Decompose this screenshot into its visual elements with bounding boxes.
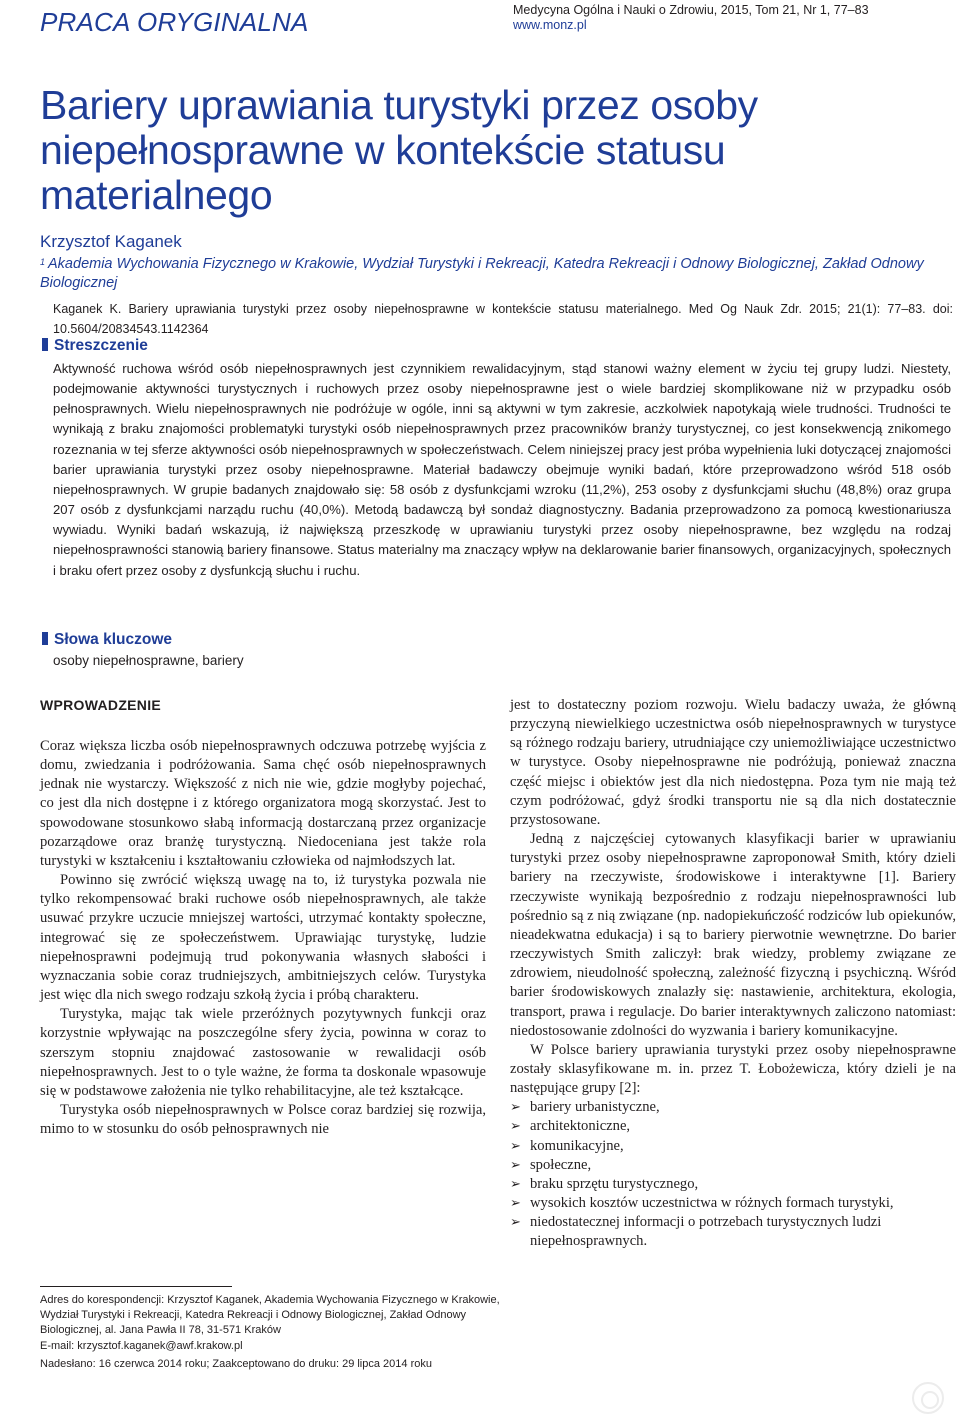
paragraph: Powinno się zwrócić większą uwagę na to, iż turystyka pozwala nie tylko rekompensować braki ruchowe osób niepełnosprawnych, ale także usuwać przykre uczucie mniejszej wartości, utrzymać kontakty społeczne, integrować się ze społeczeństwem. Uprawiając turystykę, ludzie niepełnosprawni podejmują trud pokonywania własnych słabości i wyznaczania sobie coraz trudniejszych, ambitniejszych celów. Turystyka jest więc dla nich swego rodzaju szkołą życia i próbą charakteru. xyxy=(40,872,486,1004)
arrow-bullet-icon: ➢ xyxy=(510,1119,521,1135)
article-title: Bariery uprawiania turystyki przez osoby niepełnosprawne w kontekście statusu materialnego xyxy=(40,82,758,218)
arrow-bullet-icon: ➢ xyxy=(510,1215,521,1231)
paragraph: Turystyka, mając tak wiele przeróżnych pozytywnych funkcji oraz korzystnie wpływając na poszczególne sfery życia, powinna w coraz to szerszym stopniu znajdować zastosowanie w rewalidacji osób niepełnosprawnych. Jest to o tyle ważne, że forma ta doskonale wpasowuje się w podstawowe założenia nie tylko rehabilitacyjne, ale też kształcące. xyxy=(40,1006,486,1099)
arrow-bullet-icon: ➢ xyxy=(510,1196,521,1212)
list-item xyxy=(510,1117,956,1136)
list-item xyxy=(510,1175,956,1194)
paragraph: Turystyka osób niepełnosprawnych w Polsce coraz bardziej się rozwija, mimo to w stosunku do osób pełnosprawnych nie xyxy=(40,1101,486,1138)
journal-citation: Medycyna Ogólna i Nauki o Zdrowiu, 2015, Tom 21, Nr 1, 77–83 xyxy=(513,3,869,17)
barrier-list xyxy=(510,1098,956,1251)
list-item xyxy=(510,1194,956,1213)
keywords-heading-text: Słowa kluczowe xyxy=(54,631,173,648)
list-item-text: bariery urbanistyczne, xyxy=(530,1099,660,1116)
footnote-divider xyxy=(40,1286,232,1287)
paragraph: W Polsce bariery uprawiania turystyki przez osoby niepełnosprawne zostały sklasyfikowane m. in. przez T. Łobożewicza, który dzieli je na następujące grupy [2]: xyxy=(510,1041,956,1097)
list-item xyxy=(510,1213,956,1251)
arrow-bullet-icon: ➢ xyxy=(510,1100,521,1116)
keywords-heading xyxy=(42,631,172,649)
correspondence-note xyxy=(40,1293,500,1354)
affiliation-marker: 1 xyxy=(40,257,46,267)
list-item-text: niedostatecznej informacji o potrzebach turystycznych ludzi niepełnosprawnych. xyxy=(530,1214,882,1250)
list-item-text: komunikacyjne, xyxy=(530,1137,624,1154)
list-item-text: braku sprzętu turystycznego, xyxy=(530,1175,699,1192)
list-item-text: wysokich kosztów uczestnictwa w różnych formach turystyki, xyxy=(530,1195,894,1212)
arrow-bullet-icon: ➢ xyxy=(510,1138,521,1154)
list-item-text: architektoniczne, xyxy=(530,1118,631,1135)
left-column xyxy=(40,737,486,1139)
affiliation-text: Akademia Wychowania Fizycznego w Krakowie, Wydział Turystyki i Rekreacji, Katedra Rekreacji i Odnowy Biologicznej, Zakład Odnowy Biologicznej xyxy=(40,256,924,291)
section-tag: PRACA ORYGINALNA xyxy=(40,7,309,37)
journal-info xyxy=(513,3,953,33)
journal-url[interactable]: www.monz.pl xyxy=(513,18,587,32)
right-column xyxy=(510,696,956,1252)
paragraph: Coraz większa liczba osób niepełnosprawnych odczuwa potrzebę wyjścia z domu, zwiedzania i podróżowania. Sama chęć osób niepełnosprawnych jednak nie wystarczy. Większość z nich nie wie, gdzie mogłyby pojechać, co jest dla nich dostępne i z którego organizatora mogą skorzystać. Jest to spowodowane stosunkowo słabą informacją dostarczaną przez organizacje pozarządowe oraz branżę turystyczną. Niedoceniana jest także rola turystyki w kształceniu i kształtowaniu człowieka od najmłodszych lat. xyxy=(40,738,486,869)
correspondence-address: Adres do korespondencji: Krzysztof Kaganek, Akademia Wychowania Fizycznego w Krakowie, Wydział Turystyki i Rekreacji, Katedra Rekreacji i Odnowy Biologicznej, Zakład Odnowy Biologicznej, al. Jana Pawła II 78, 31-571 Kraków xyxy=(40,1294,500,1337)
list-item xyxy=(510,1098,956,1117)
arrow-bullet-icon: ➢ xyxy=(510,1157,521,1173)
heading-marker xyxy=(42,632,48,645)
received-accepted-dates: Nadesłano: 16 czerwca 2014 roku; Zaakceptowano do druku: 29 lipca 2014 roku xyxy=(40,1358,432,1370)
article-author: Krzysztof Kaganek xyxy=(40,232,182,251)
list-item-text: społeczne, xyxy=(530,1156,592,1173)
list-item xyxy=(510,1156,956,1175)
correspondence-email[interactable]: E-mail: krzysztof.kaganek@awf.krakow.pl xyxy=(40,1339,243,1352)
abstract-heading-text: Streszczenie xyxy=(54,337,148,354)
list-item xyxy=(510,1137,956,1156)
arrow-bullet-icon: ➢ xyxy=(510,1176,521,1192)
keywords-text: osoby niepełnosprawne, bariery xyxy=(53,653,244,668)
paragraph: jest to dostateczny poziom rozwoju. Wielu badaczy uważa, że główną przyczyną niewielkiego uczestnictwa osób niepełnosprawnych w turystyce są różnego rodzaju bariery, utrudniające czy uniemożliwiające uczestnictwo w turystyce. Osoby niepełnosprawne nie podróżują, ponieważ znaczna część miejsc i obiektów jest dla nich niedostępna. Poza tym nie mają też czym podróżować, gdyż środki transportu nie są dla nich dostatecznie przystosowane. xyxy=(510,697,956,828)
abstract-heading xyxy=(42,337,148,355)
abstract-text: Aktywność ruchowa wśród osób niepełnosprawnych jest czynnikiem rewalidacyjnym, stąd stanowi ważny element w życiu tej grupy ludzi. Niestety, podejmowanie aktywności turystycznych i ruchowych przez osoby niepełnosprawne jest o wiele bardziej skomplikowane niż w przypadku osób pełnosprawnych. Wielu niepełnosprawnych nie podróżuje w ogóle, inni są aktywni w tym zakresie, aczkolwiek napotykają wiele trudności. Trudności te wynikają z braku znajomości problematyki turystyki osób niepełnosprawnych przez pracowników branży turystycznej, co jest konsekwencją znikomego rozeznania w tej sferze aktywności osób niepełnosprawnych w społeczeństwach. Celem niniejszej pracy jest próba wypełnienia luki dotyczącej znajomości barier uprawiania turystyki przez osoby niepełnosprawne. Materiał badawczy obejmuje wyniki badań, które przeprowadzono wśród 518 osób niepełnosprawnych. W grupie badanych znajdowało się: 58 osób z dysfunkcjami wzroku (11,2%), 253 osoby z dysfunkcjami słuchu (48,8%) oraz grupa 207 osób z dysfunkcjami narządu ruchu (40,0%). Metodą badawczą był sondaż diagnostyczny. Badania przeprowadzono za pomocą kwestionariusza wywiadu. Wyniki badań wskazują, iż największą przeszkodę w uprawianiu turystyki przez osoby niepełnosprawne, bez względu na rodzaj niepełnosprawności stanowią bariery finansowe. Status materialny ma znaczący wpływ na deklarowanie barier finansowych, organizacyjnych, społecznych i braku ofert przez osoby z dysfunkcją słuchu i ruchu. xyxy=(53,361,951,578)
paragraph: Jedną z najczęściej cytowanych klasyfikacji barier w uprawianiu turystyki przez osoby niepełnosprawne zaproponował Smith, który dzieli bariery na rzeczywiste, środowiskowe i interaktywne [1]. Bariery rzeczywiste wynikają bezpośrednio z rodzaju niepełnosprawności lub pośrednio są z nią związane (np. nadopiekuńczość rodziców lub opiekunów, nieadekwatna edukacja) i są to bariery pierwotnie wewnętrzne. Do barier rzeczywistych Smith zaliczył: brak wiedzy, problemy związane ze zdrowiem, nieudolność społeczną, zależność fizyczną i psychiczną. Wśród barier środowiskowych znalazły się: nastawienie, architektura, ekologia, transport, prawa i regulacje. Do barier interaktywnych zaliczono natomiast: niedostosowanie zdolności do wyzwania i bariery komunikacyjne. xyxy=(510,831,956,1039)
author-affiliation xyxy=(40,255,940,293)
watermark-logo-icon xyxy=(912,1382,944,1414)
how-to-cite: Kaganek K. Bariery uprawiania turystyki przez osoby niepełnosprawne w kontekście statusu materialnego. Med Og Nauk Zdr. 2015; 21(1): 77–83. doi: 10.5604/20834543.1142364 xyxy=(53,302,953,336)
heading-marker xyxy=(42,338,48,351)
introduction-heading: WPROWADZENIE xyxy=(40,697,162,713)
